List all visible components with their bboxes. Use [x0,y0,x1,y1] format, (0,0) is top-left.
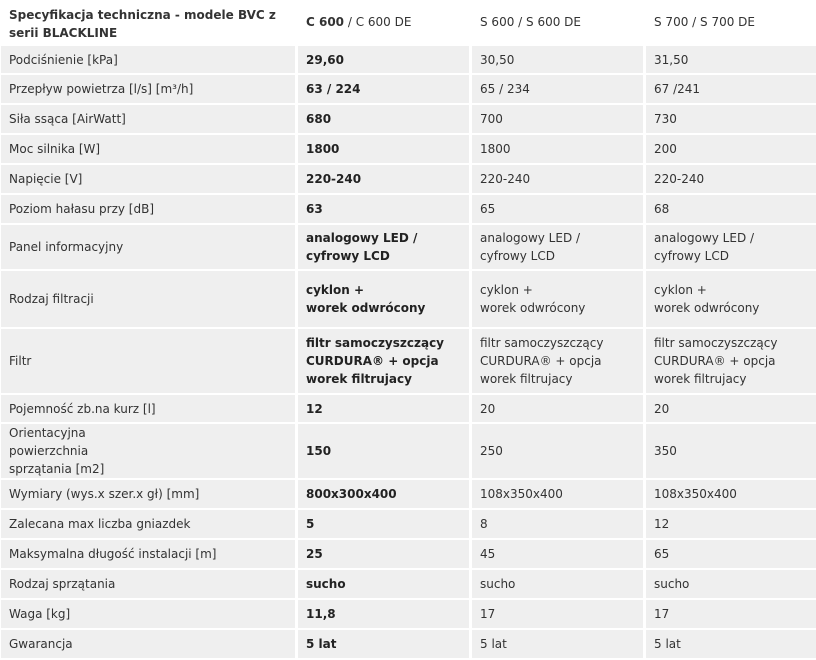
cell-line: worek filtrujacy [306,372,412,386]
table-row [1,329,816,393]
cell-s600 [472,329,643,393]
cell-line: 20 [480,401,496,416]
cell-s600 [472,271,643,327]
row-label: Wymiary (wys.x szer.x gł) [mm] [1,480,295,508]
cell-line: 65 / 234 [480,82,530,96]
row-label: Podciśnienie [kPa] [1,46,295,73]
row-label: Moc silnika [W] [1,135,295,163]
cell-line: 220-240 [480,172,531,186]
cell-line: 17 [654,607,670,621]
cell-c600 [298,510,469,538]
cell-line: 250 [480,444,503,458]
table-header-row [1,0,816,44]
row-label: Przepływ powietrza [l/s] [m³/h] [1,75,295,103]
cell-c600 [298,540,469,568]
cell-s700 [646,570,816,598]
cell-s700 [646,135,816,163]
cell-line: 1800 [480,142,511,156]
cell-c600 [298,480,469,508]
cell-line: 8 [480,517,488,531]
row-label: Poziom hałasu przy [dB] [1,195,295,223]
cell-s600 [472,75,643,103]
table-row [1,75,816,103]
row-label: Orientacyjna powierzchnia sprzątania [m2] [1,424,295,478]
row-label: Pojemność zb.na kurz [l] [1,395,295,422]
cell-line: sucho [654,577,690,591]
cell-s700 [646,165,816,193]
cell-s600 [472,225,643,269]
cell-line: filtr samoczyszczący [654,336,778,350]
cell-line: 20 [654,401,670,416]
row-label: Napięcie [V] [1,165,295,193]
cell-s700 [646,424,816,478]
cell-c600 [298,165,469,193]
cell-line: 30,50 [480,52,515,67]
cell-line: 29,60 [306,52,344,67]
table-row [1,480,816,508]
row-label: Rodzaj filtracji [1,271,295,327]
cell-s600 [472,135,643,163]
cell-line: cyklon + [654,283,707,297]
cell-s600 [472,510,643,538]
cell-line: 800x300x400 [306,487,397,501]
header-model-s700: S 700 / S 700 DE [646,0,816,44]
cell-s600 [472,540,643,568]
table-row [1,540,816,568]
cell-line: worek filtrujacy [654,372,747,386]
cell-c600 [298,329,469,393]
table-row [1,165,816,193]
header-model-c600-bold: C 600 [306,15,345,29]
spec-table-body [1,0,816,658]
cell-c600 [298,630,469,658]
cell-c600 [298,46,469,73]
cell-line: 150 [306,444,332,458]
row-label: Zalecana max liczba gniazdek [1,510,295,538]
cell-line: 25 [306,547,323,561]
row-label: Waga [kg] [1,600,295,628]
table-row [1,630,816,658]
cell-line: 12 [306,401,323,416]
cell-line: filtr samoczyszczący [306,336,445,350]
cell-line: 200 [654,142,677,156]
cell-s700 [646,510,816,538]
header-model-c600 [298,0,469,44]
cell-s600 [472,600,643,628]
cell-s700 [646,105,816,133]
cell-line: cyfrowy LCD [480,249,555,263]
cell-line: 5 lat [654,637,681,651]
cell-line: worek odwrócony [480,301,586,315]
cell-s600 [472,424,643,478]
cell-line: 220-240 [654,172,705,186]
cell-line: worek filtrujacy [480,372,573,386]
cell-s700 [646,329,816,393]
cell-c600 [298,105,469,133]
table-row [1,395,816,422]
table-row [1,424,816,478]
cell-line: 5 [306,517,315,531]
cell-s600 [472,195,643,223]
table-row [1,135,816,163]
table-row [1,570,816,598]
table-row [1,195,816,223]
cell-line: analogowy LED / [654,231,755,245]
cell-line: 17 [480,607,496,621]
cell-line: cyklon + [306,283,365,297]
cell-line: cyfrowy LCD [306,249,390,263]
cell-s700 [646,75,816,103]
table-row [1,510,816,538]
cell-s700 [646,395,816,422]
cell-line: 5 lat [480,637,507,651]
cell-line: 12 [654,517,670,531]
table-row [1,105,816,133]
cell-line: 700 [480,112,503,126]
cell-line: 68 [654,202,670,216]
cell-line: 63 / 224 [306,82,361,96]
cell-line: 65 [480,202,496,216]
cell-s600 [472,46,643,73]
cell-line: cyfrowy LCD [654,249,729,263]
cell-line: 1800 [306,142,340,156]
cell-c600 [298,271,469,327]
cell-line: cyklon + [480,283,533,297]
cell-line: 730 [654,112,677,126]
cell-line: CURDURA® + opcja [306,354,439,368]
cell-s600 [472,395,643,422]
cell-c600 [298,570,469,598]
cell-c600 [298,195,469,223]
cell-s700 [646,195,816,223]
cell-line: analogowy LED / [306,231,418,245]
cell-line: 63 [306,202,323,216]
cell-line: 220-240 [306,172,362,186]
table-row [1,225,816,269]
table-title: Specyfikacja techniczna - modele BVC z serii BLACKLINE [1,0,295,44]
cell-s700 [646,630,816,658]
cell-s700 [646,46,816,73]
cell-line: 5 lat [306,637,337,651]
cell-s700 [646,540,816,568]
cell-line: 108x350x400 [480,487,563,501]
cell-s600 [472,105,643,133]
row-label: Gwarancja [1,630,295,658]
table-row [1,271,816,327]
cell-line: 11,8 [306,607,336,621]
cell-line: worek odwrócony [306,301,426,315]
cell-line: CURDURA® + opcja [654,354,776,368]
cell-c600 [298,135,469,163]
cell-c600 [298,600,469,628]
header-model-c600-rest: / C 600 DE [344,15,412,29]
cell-line: 31,50 [654,52,689,67]
cell-s600 [472,570,643,598]
cell-c600 [298,424,469,478]
table-row [1,46,816,73]
row-label: Maksymalna długość instalacji [m] [1,540,295,568]
row-label: Siła ssąca [AirWatt] [1,105,295,133]
cell-line: sucho [480,577,516,591]
cell-s700 [646,271,816,327]
row-label: Filtr [1,329,295,393]
cell-line: 350 [654,444,677,458]
cell-line: 65 [654,547,670,561]
cell-c600 [298,395,469,422]
cell-s700 [646,480,816,508]
cell-line: worek odwrócony [654,301,760,315]
cell-line: 680 [306,112,332,126]
cell-s700 [646,600,816,628]
cell-line: filtr samoczyszczący [480,336,604,350]
cell-c600 [298,225,469,269]
header-model-s600: S 600 / S 600 DE [472,0,643,44]
cell-s600 [472,480,643,508]
cell-line: 45 [480,547,496,561]
cell-c600 [298,75,469,103]
row-label: Rodzaj sprzątania [1,570,295,598]
cell-s600 [472,165,643,193]
cell-line: analogowy LED / [480,231,581,245]
cell-line: CURDURA® + opcja [480,354,602,368]
cell-s600 [472,630,643,658]
cell-line: 67 /241 [654,82,701,96]
table-row [1,600,816,628]
row-label: Panel informacyjny [1,225,295,269]
cell-line: sucho [306,577,346,591]
cell-s700 [646,225,816,269]
cell-line: 108x350x400 [654,487,737,501]
